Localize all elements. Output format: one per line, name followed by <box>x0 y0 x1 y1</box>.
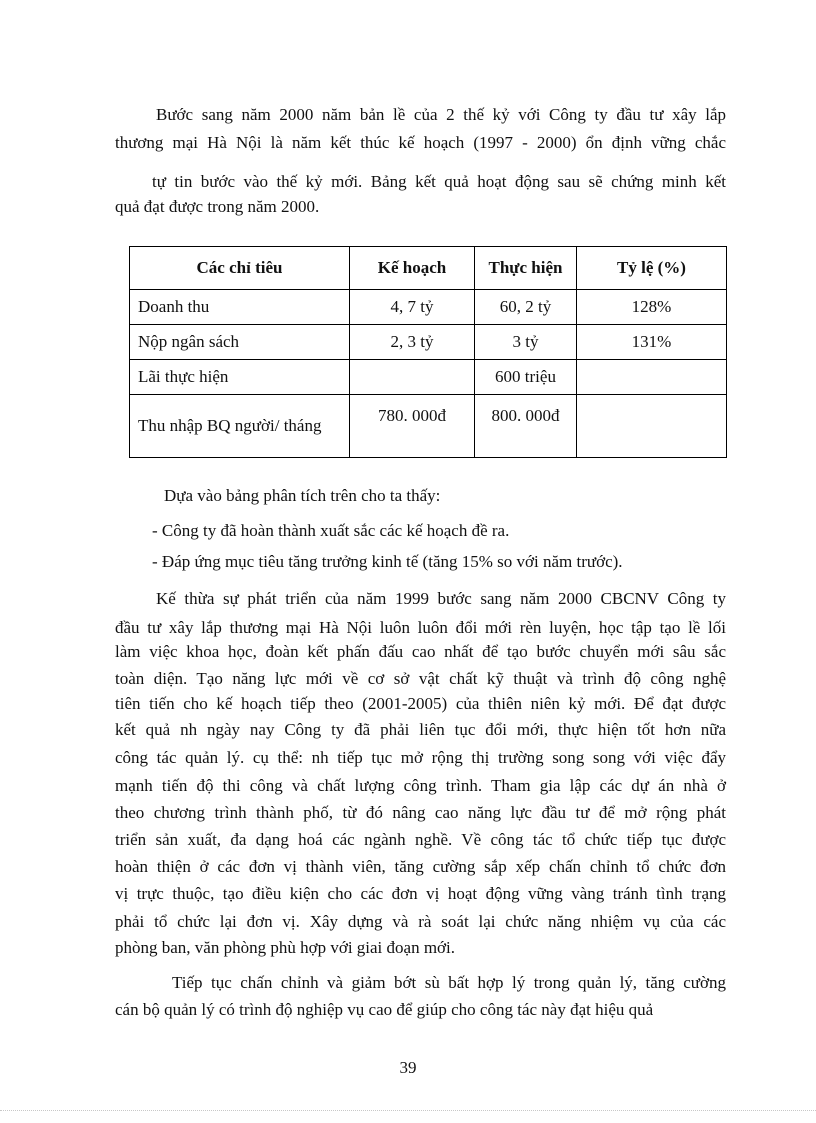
paragraph2-line: Kế thừa sự phát triển của năm 1999 bước sang năm 2000 CBCNV Công ty <box>156 589 726 608</box>
paragraph2-line: mạnh tiến độ thi công và chất lượng công trình. Tham gia lập các dự án nhà ở <box>115 776 726 795</box>
table-cell: 780. 000đ <box>350 395 475 458</box>
paragraph2-line: vị trực thuộc, tạo điều kiện cho các đơn vị hoạt động vững vàng tránh tình trạng <box>115 884 726 903</box>
paragraph2-line: phòng ban, văn phòng phù hợp với giai đoạn mới. <box>115 938 456 957</box>
paragraph3-line: Tiếp tục chấn chỉnh và giảm bớt sù bất hợp lý trong quản lý, tăng cường <box>172 973 726 992</box>
table-cell: 600 triệu <box>475 360 577 395</box>
header-plan: Kế hoạch <box>350 247 475 290</box>
paragraph2-line: tiên tiến cho kế hoạch tiếp theo (2001-2005) của thiên niên kỷ mới. Để đạt được <box>115 694 726 713</box>
table-cell: 131% <box>577 325 727 360</box>
paragraph3-line: cán bộ quản lý có trình độ nghiệp vụ cao để giúp cho công tác này đạt hiệu quả <box>115 1000 654 1019</box>
intro-line-4: quả đạt được trong năm 2000. <box>115 197 320 216</box>
header-ratio: Tỷ lệ (%) <box>577 247 727 290</box>
table-cell: 800. 000đ <box>475 395 577 458</box>
header-criteria: Các chỉ tiêu <box>130 247 350 290</box>
table-row <box>130 290 727 325</box>
table-cell <box>350 360 475 395</box>
results-table-container <box>129 246 726 452</box>
intro-line-1: Bước sang năm 2000 năm bản lề của 2 thế kỷ với Công ty đầu tư xây lắp <box>156 105 726 124</box>
table-cell: 4, 7 tỷ <box>350 290 475 325</box>
paragraph2-line: toàn diện. Tạo năng lực mới về cơ sở vật chất kỹ thuật và trình độ công nghệ <box>115 669 726 688</box>
intro-line-2: thương mại Hà Nội là năm kết thúc kế hoạch (1997 - 2000) ổn định vững chắc <box>115 133 726 152</box>
paragraph2-line: kết quả nh ngày nay Công ty đã phải liên tục đổi mới, thực hiện tốt hơn nữa <box>115 720 726 739</box>
table-cell <box>577 395 727 458</box>
paragraph2-line: đầu tư xây lắp thương mại Hà Nội luôn luôn đổi mới rèn luyện, học tập tạo lề lối <box>115 618 726 637</box>
table-cell: 3 tỷ <box>475 325 577 360</box>
paragraph2-line: phải tổ chức lại đơn vị. Xây dựng và rà soát lại chức năng nhiệm vụ của các <box>115 912 726 931</box>
table-cell <box>577 360 727 395</box>
header-actual: Thực hiện <box>475 247 577 290</box>
paragraph2-line: triển sản xuất, đa dạng hoá các ngành nghề. Về công tác tổ chức tiếp tục được <box>115 830 726 849</box>
footer-rule <box>0 1110 816 1111</box>
table-cell: Doanh thu <box>130 290 350 325</box>
paragraph2-line: theo chương trình thành phố, từ đó nâng cao năng lực đầu tư để mở rộng phát <box>115 803 726 822</box>
paragraph2-line: hoàn thiện ở các đơn vị thành viên, tăng cường sắp xếp chấn chỉnh tổ chức đơn <box>115 857 726 876</box>
paragraph2-line: công tác quản lý. cụ thể: nh tiếp tục mở rộng thị trường song song với việc đẩy <box>115 748 726 767</box>
table-row <box>130 360 727 395</box>
analysis-point-1: - Công ty đã hoàn thành xuất sắc các kế hoạch đề ra. <box>152 521 510 540</box>
paragraph2-line: làm việc khoa học, đoàn kết phấn đấu cao nhất để tạo bước chuyển mới sâu sắc <box>115 642 726 661</box>
intro-line-3: tự tin bước vào thế kỷ mới. Bảng kết quả hoạt động sau sẽ chứng minh kết <box>152 172 726 191</box>
table-cell: 2, 3 tỷ <box>350 325 475 360</box>
analysis-point-2: - Đáp ứng mục tiêu tăng trưởng kinh tế (tăng 15% so với năm trước). <box>152 552 623 571</box>
analysis-intro: Dựa vào bảng phân tích trên cho ta thấy: <box>164 486 441 505</box>
table-row <box>130 395 727 458</box>
table-cell: 60, 2 tỷ <box>475 290 577 325</box>
table-cell: 128% <box>577 290 727 325</box>
results-table <box>129 246 727 458</box>
table-header-row <box>130 247 727 290</box>
page-number: 39 <box>399 1058 417 1077</box>
table-row <box>130 325 727 360</box>
table-cell: Nộp ngân sách <box>130 325 350 360</box>
table-cell: Lãi thực hiện <box>130 360 350 395</box>
table-cell: Thu nhập BQ người/ tháng <box>130 395 350 458</box>
